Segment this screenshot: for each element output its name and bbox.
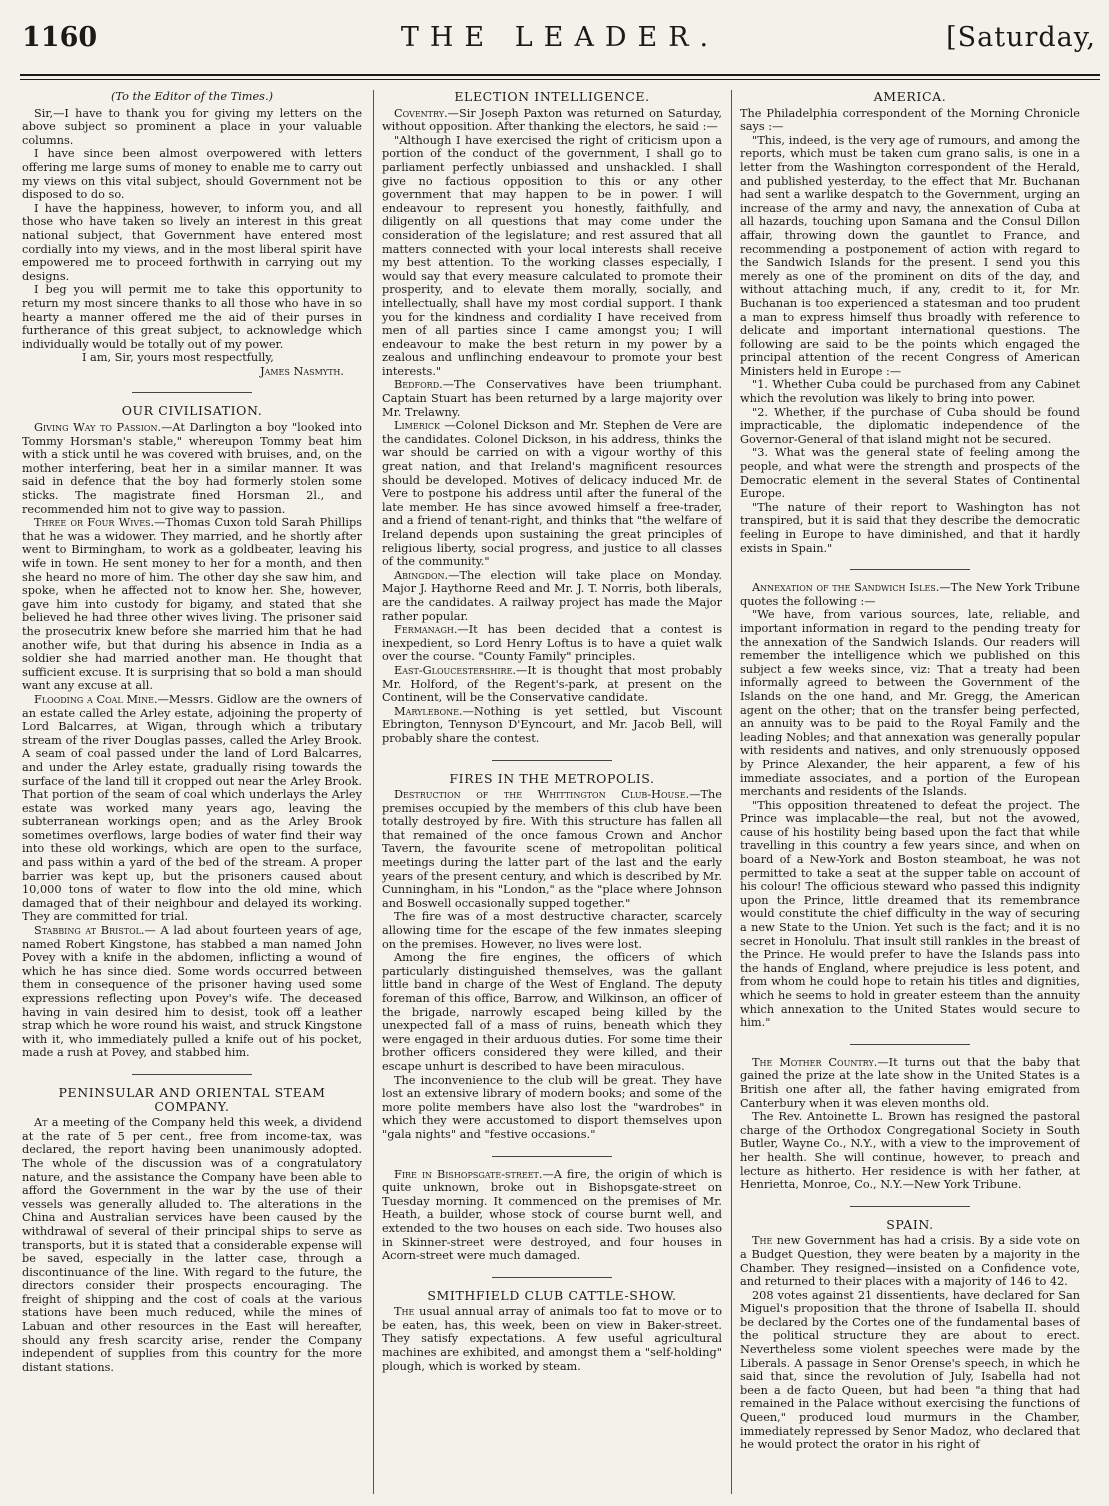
article-intro: The Philadelphia correspondent of the Morning Chronicle says :—	[740, 106, 1080, 134]
item-text: —Nothing is yet settled, but Viscount Ebrington, Tennyson D'Eyncourt, and Mr. Jacob Bell, will probably share the contest.	[382, 704, 722, 745]
column-divider	[731, 90, 732, 1494]
letter-addressee: (To the Editor of the Times.)	[111, 90, 273, 103]
article-paragraph: "The nature of their report to Washington has not transpired, but it is said that they describe the democratic feeling in Europe to have diminished, and that it hardly exists in Spain."	[740, 500, 1080, 555]
article-paragraph: 208 votes against 21 dissentients, have declared for San Miguel's proposition that the throne of Isabella II. should be declared by the Cortes one of the fundamental bases of the political structure they are about to erect. Nevertheless some violent speeches were made by the Liberals. A passage in Senor Orense's speech, in which he said that, since the revolution of July, Isabella had not been a de facto Queen, but had been "a thing that had remained in the Palace without exercising the functions of Queen," produced loud murmurs in the Chamber, immediately repressed by Senor Madoz, who declared that he would protect the orator in his right of	[740, 1288, 1080, 1452]
article-item	[382, 623, 722, 664]
item-lead: Fire in Bishopsgate-street.	[394, 1167, 543, 1181]
article-item	[382, 788, 722, 910]
item-text: —The Conservatives have been triumphant. Captain Stuart has been returned by a large majority over Mr. Trelawny.	[382, 378, 722, 419]
masthead	[20, 10, 1100, 72]
article-paragraph: "1. Whether Cuba could be purchased from any Cabinet which the revolution was likely to bring into power.	[740, 378, 1080, 406]
section-divider	[850, 569, 970, 570]
letter-closing: I am, Sir, yours most respectfully,	[82, 351, 274, 365]
item-lead: Bedford.	[394, 378, 443, 392]
article-item	[22, 924, 362, 1060]
item-text: —Thomas Cuxon told Sarah Phillips that he was a widower. They married, and he shortly after went to Birmingham, to work as a goldbeater, leaving his wife in town. He sent money to her for a month, and then she heard no more of him. The other day she saw him, and spoke, when he affected not to know her. She, however, gave him into custody for bigamy, and stated that she believed he had three other wives living. The prisoner said the prosecutrix knew before she married him that he had another wife, but that during his absence in India as a soldier she had married another man. He thought that sufficient excuse. It is surprising that so bold a man should want any excuse at all.	[22, 516, 362, 693]
item-lead: East-Gloucestershire.	[394, 663, 517, 677]
article-paragraph: "2. Whether, if the purchase of Cuba should be found impracticable, the diplomatic independence of the Governor-General of that island might not be secured.	[740, 405, 1080, 446]
item-lead: The	[394, 1305, 415, 1319]
section-heading: SMITHFIELD CLUB CATTLE-SHOW.	[427, 1287, 677, 1303]
article-item	[740, 581, 1080, 608]
section-heading: OUR CIVILISATION.	[121, 403, 263, 419]
item-text: — A lad about fourteen years of age, named Robert Kingstone, has stabbed a man named John Povey with a knife in the abdomen, inflicting a wound of which he has since died. Some words occurred between them in consequence of the prisoner having used some expressions reflecting upon Povey's wife. The deceased having in vain desired him to desist, took off a leather strap which he wore round his waist, and struck Kingstone with it, who immediately pulled a knife out of his pocket, made a rush at Povey, and stabbed him.	[22, 924, 362, 1060]
article-item	[382, 378, 722, 419]
article-item	[22, 1116, 362, 1374]
item-text: —The election will take place on Monday. Major J. Haythorne Reed and Mr. J. T. Norris, both liberals, are the candidates. A railway project has made the Major rather popular.	[382, 568, 722, 623]
item-lead: Giving Way to Passion.	[34, 421, 162, 435]
item-text: —Colonel Dickson and Mr. Stephen de Vere are the candidates. Colonel Dickson, in his address, thinks the war should be carried on with a vigour worthy of this great nation, and that Ireland's magnificent resources should be developed. Motives of delicacy induced Mr. de Vere to postpone his address until after the funeral of the late member. He has since avowed himself a free-trader, and a friend of tenant-right, and thinks that "the welfare of Ireland depends upon sustaining the great principles of religious liberty, social progress, and justice to all classes of the community."	[382, 419, 722, 569]
section-divider	[850, 1206, 970, 1207]
section-divider	[492, 760, 612, 761]
article-paragraph: "3. What was the general state of feeling among the people, and what were the strength and prospects of the Democratic element in the several States of Continental Europe.	[740, 446, 1080, 501]
article-item	[382, 1305, 722, 1373]
column-left	[22, 90, 362, 1494]
article-item	[740, 1056, 1080, 1110]
item-lead: Stabbing at Bristol.	[34, 924, 145, 938]
item-text: —The premises occupied by the members of this club have been totally destroyed by fire. With this structure has fallen all that remained of the once famous Crown and Anchor Tavern, the favourite scene of metropolitan political meetings during the latter part of the last and the early years of the present century, and which is described by Mr. Cunningham, in his "London," as the "place where Johnson and Boswell occasionally supped together."	[382, 788, 722, 910]
section-heading: PENINSULAR AND ORIENTAL STEAM COMPANY.	[58, 1084, 326, 1114]
item-text: usual annual array of animals too fat to move or to be eaten, has, this week, been on view in Baker-street. They satisfy expectations. A few useful agricultural machines are exhibited, and amongst them a "self-holding" plough, which is worked by steam.	[382, 1305, 722, 1373]
item-text: —Sir Joseph Paxton was returned on Saturday, without opposition. After thanking the electors, he said :—	[382, 106, 722, 134]
section-heading: SPAIN.	[886, 1216, 934, 1232]
item-text: —The New York Tribune quotes the following :—	[740, 581, 1080, 608]
article-item	[382, 419, 722, 569]
item-lead: Destruction of the Whittington Club-House.	[394, 788, 690, 802]
section-heading: AMERICA.	[873, 90, 947, 104]
item-text: —It turns out that the baby that gained the prize at the late show in the United States is a British one after all, the father having emigrated from Canterbury when it was eleven months old.	[740, 1055, 1080, 1110]
article-item	[22, 421, 362, 516]
item-lead: Flooding a Coal Mine.	[34, 692, 158, 706]
section-heading: ELECTION INTELLIGENCE.	[454, 90, 650, 104]
item-lead: The Mother Country.	[752, 1055, 878, 1069]
item-text: —Messrs. Gidlow are the owners of an estate called the Arley estate, adjoining the property of Lord Balcarres, at Wigan, through which a tributary stream of the river Douglas passes, called the Arley Brook. A seam of coal passed under the land of Lord Balcarres, and under the Arley estate, gradually rising towards the surface of the land till it cropped out near the Arley Brook. That portion of the seam of coal which underlays the Arley estate was worked many years ago, leaving the subterranean workings open; and as the Arley Brook sometimes overflows, large bodies of water find their way into these old workings, which are open to the surface, and pass within a yard of the bed of the stream. A proper barrier was kept up, but the prisoners caused about 10,000 tons of water to flow into the old mine, which damaged that of their neighbour and delayed its working. They are committed for trial.	[22, 692, 362, 924]
section-divider	[132, 392, 252, 393]
item-text: —At Darlington a boy "looked into Tommy Horsman's stable," whereupon Tommy beat him with a stick until he was covered with bruises, and, on the mother interfering, beat her in a similar manner. It was said in defence that the boy had formerly stolen some sticks. The magistrate fined Horsman 2l., and recommended him not to give way to passion.	[22, 421, 362, 516]
section-divider	[132, 1074, 252, 1075]
item-text: —It has been decided that a contest is inexpedient, so Lord Henry Loftus is to have a quiet walk over the course. "County Family" principles.	[382, 623, 722, 664]
article-item	[382, 1168, 722, 1263]
item-lead: Coventry.	[394, 106, 448, 120]
item-text: —It is thought that most probably Mr. Holford, of the Regent's-park, at present on the Continent, will be the Conservative candidate.	[382, 663, 722, 705]
article-paragraph: The Rev. Antoinette L. Brown has resigned the pastoral charge of the Orthodox Congregational Society in South Butler, Wayne Co., N.Y., with a view to the improvement of her health. She will continue, however, to preach and lecture as hitherto. Her residence is with her father, at Henrietta, Monroe, Co., N.Y.—New York Tribune.	[740, 1110, 1080, 1192]
letter-paragraph: I beg you will permit me to take this opportunity to return my most sincere thanks to all those who have in so hearty a manner offered me the aid of their purses in furtherance of this great subject, to acknowledge which individually would be totally out of my power.	[22, 283, 362, 351]
article-paragraph: "This opposition threatened to defeat the project. The Prince was implacable—the real, but not the avowed, cause of his hostility being based upon the fact that while travelling in this country a few years since, and when on board of a New-York and Boston steamboat, he was not permitted to take a seat at the supper table on account of his colour! The officious steward who passed this indignity upon the Prince, little dreamed that its remembrance would constitute the chief difficulty in the way of securing a new State to the Union. Yet such is the fact; and it is no secret in Honolulu. That insult still rankles in the breast of the Prince. He would prefer to have the Islands pass into the hands of England, where prejudice is less potent, and from whom he could hope to retain his titles and dignities, which he seems to hold in greater esteem than the annuity which annexation to the United States would secure to him."	[740, 798, 1080, 1030]
article-paragraph: The fire was of a most destructive character, scarcely allowing time for the escape of the few inmates sleeping on the premises. However, no lives were lost.	[382, 910, 722, 951]
section-heading: FIRES IN THE METROPOLIS.	[449, 770, 655, 786]
speech-quote: "Although I have exercised the right of criticism upon a portion of the conduct of the government, I shall go to parliament perfectly unbiassed and unshackled. I shall give no factious opposition to this or any other government that may happen to be in power. I will endeavour to represent you honestly, faithfully, and diligently on all questions that may come under the consideration of the legislature; and rest assured that all matters connected with your local interests shall receive my best attention. To the working classes especially, I would say that every measure calculated to promote their prosperity, and to elevate them morally, socially, and intellectually, shall have my most cordial support. I thank you for the kindness and cordiality I have received from men of all parties since I came amongst you; I will endeavour to make the best return in my power by a zealous and unflinching endeavour to promote your best interests."	[382, 133, 722, 378]
item-lead: The	[752, 1234, 773, 1248]
issue-day: [Saturday,	[946, 22, 1096, 53]
article-paragraph: Among the fire engines, the officers of which particularly distinguished themselves, was the gallant little band in charge of the West of England. The deputy foreman of this office, Barrow, and Wilkinson, an officer of the brigade, narrowly escaped being killed by the unexpected fall of a mass of ruins, beneath which they were engaged in their arduous duties. For some time their brother officers considered they were killed, and their escape unhurt is described to have been miraculous.	[382, 951, 722, 1073]
item-lead: Fermanagh.	[394, 623, 458, 637]
masthead-rule-thick	[20, 74, 1100, 76]
item-lead: Three or Four Wives.	[34, 516, 155, 530]
item-lead: Marylebone.	[394, 704, 463, 718]
letter-paragraph: Sir,—I have to thank you for giving my letters on the above subject so prominent a place in your valuable columns.	[22, 106, 362, 147]
article-paragraph: "This, indeed, is the very age of rumours, and among the reports, which must be taken cum grano salis, is one in a letter from the Washington correspondent of the Herald, and published yesterday, to the effect that Mr. Buchanan had sent a warlike despatch to the Government, urging an increase of the army and navy, the annexation of Cuba at all hazards, touching upon Samana and the Consul Dillon affair, throwing down the gauntlet to France, and recommending a postponement of action with regard to the Sandwich Islands for the present. I send you this merely as one of the prominent on dits of the day, and without attaching much, if any, credit to it, for Mr. Buchanan is too experienced a statesman and too prudent a man to express himself thus broadly with reference to delicate and important international questions. The following are said to be the points which engaged the principal attention of the recent Congress of American Ministers held in Europe :—	[740, 133, 1080, 378]
item-text: new Government has had a crisis. By a side vote on a Budget Question, they were beaten by a majority in the Chamber. They resigned—insisted on a Confidence vote, and returned to their places with a majority of 146 to 42.	[740, 1234, 1080, 1289]
article-item	[382, 664, 722, 705]
item-lead: At	[34, 1116, 48, 1130]
page-number: 1160	[22, 22, 98, 53]
column-divider	[373, 90, 374, 1494]
article-item	[382, 705, 722, 746]
section-divider	[492, 1156, 612, 1157]
masthead-rule-thin	[20, 79, 1100, 80]
article-paragraph: "We have, from various sources, late, reliable, and important information in regard to the pending treaty for the annexation of the Sandwich Islands. Our readers will remember the intelligence which we published on this subject a few weeks since, viz: That a treaty had been informally agreed to between the Government of the Islands on the one hand, and Mr. Gregg, the American agent on the other; that on the transfer being perfected, an annuity was to be paid to the Royal Family and the leading Nobles; and that annexation was generally popular with residents and natives, and only strenuously opposed by Prince Alexander, the heir apparent, a few of his immediate associates, and a portion of the European merchants and residents of the Islands.	[740, 608, 1080, 799]
column-right	[740, 90, 1080, 1494]
article-item	[22, 693, 362, 924]
letter-signature: James Nasmyth.	[260, 364, 344, 378]
item-text: a meeting of the Company held this week, a dividend at the rate of 5 per cent., free from income-tax, was declared, the report having been unanimously adopted. The whole of the discussion was of a congratulatory nature, and the assistance the Company have been able to afford the Government in the war by the use of their vessels was generally alluded to. The alterations in the China and Australian services have been caused by the withdrawal of several of their principal ships to serve as transports, but it is stated that a considerable expense will be saved, especially in the latter case, through a discontinuance of the line. With regard to the future, the directors consider their prospects encouraging. The freight of shipping and the cost of coals at the various stations have been much reduced, while the mines of Labuan and other resources in the East will hereafter, should any fresh scarcity arise, render the Company independent of supplies from this country for the more distant stations.	[22, 1116, 362, 1374]
article-item	[382, 107, 722, 134]
section-divider	[850, 1044, 970, 1045]
section-divider	[492, 1277, 612, 1278]
article-item	[740, 1234, 1080, 1288]
item-lead: Limerick	[394, 419, 440, 433]
letter-paragraph: I have the happiness, however, to inform you, and all those who have taken so lively an interest in this great national subject, that Government have entered most cordially into my views, and in the most liberal spirit have empowered me to proceed forthwith in carrying out my designs.	[22, 201, 362, 283]
letter-paragraph: I have since been almost overpowered with letters offering me large sums of money to enable me to carry out my views on this vital subject, should Government not be disposed to do so.	[22, 147, 362, 202]
newspaper-title: THE LEADER.	[400, 22, 720, 53]
article-item	[22, 516, 362, 693]
item-text: —A fire, the origin of which is quite unknown, broke out in Bishopsgate-street on Tuesday morning. It commenced on the premises of Mr. Heath, a builder, whose stock of course burnt well, and extended to the two houses on each side. Two houses also in Skinner-street were destroyed, and four houses in Acorn-street were much damaged.	[382, 1167, 722, 1263]
article-item	[382, 569, 722, 623]
item-lead: Abingdon.	[394, 568, 449, 582]
column-middle	[382, 90, 722, 1494]
item-lead: Annexation of the Sandwich Isles.	[752, 581, 940, 595]
article-paragraph: The inconvenience to the club will be great. They have lost an extensive library of modern books; and some of the more polite members have also lost the "wardrobes" in which they were accustomed to disport themselves upon "gala nights" and "festive occasions."	[382, 1073, 722, 1141]
